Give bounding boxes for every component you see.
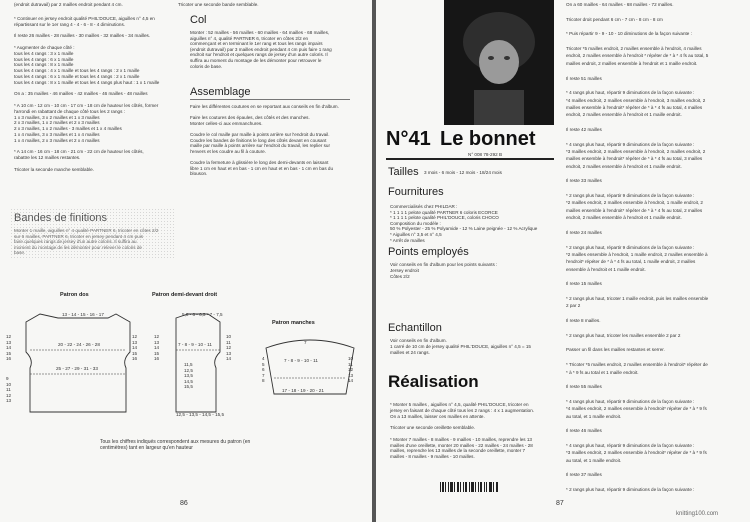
text-line: On a 13 mailles, laisser ces mailles en attente. (390, 413, 485, 419)
manches-mid-measure: 7 - 8 - 9 - 10 - 11 (284, 358, 318, 363)
text-line: au total, et 1 maille endroit. (566, 457, 622, 463)
text-line: tous les 4 rangs : 3 x 1 maille (14, 50, 74, 56)
manches-bottom-measure: 17 - 18 - 19 - 20 - 21 (282, 388, 324, 393)
text-line: 2 par 2 (566, 303, 581, 309)
text-line: tous les 4 rangs : 8 x 1 maille et tous les 4 rangs plus haut : 1 x 1 maille (14, 79, 160, 85)
baby-portrait-image (444, 0, 554, 125)
patron-dos-title: Patron dos (60, 292, 89, 298)
text-line: blouson. (190, 171, 208, 177)
text-line: Voir conseils en fin d'album. (390, 338, 447, 343)
text-line: Voir conseils en fin d'album pour les points suivants : (390, 262, 498, 267)
right-page (376, 0, 750, 522)
text-line: * Aiguilles n° 3,5 et n° 4,5 (390, 232, 442, 237)
text-line: coloris de base. (190, 63, 223, 69)
demi-top-measure: 5,5 - 6 - 6,5 - 7 - 7,5 (182, 312, 223, 317)
text-line: * 2 rangs plus haut, tricoter 1 maille endroit, puis les mailles ensemble (566, 296, 709, 301)
text-line: rabattre les 12 mailles restantes. (14, 155, 81, 161)
text-line: * 2 rangs plus haut, répartir 9 diminutions de la façon suivante : (566, 193, 695, 199)
text-line: 2 x 3 mailles, 1 x 2 mailles - 3 mailles et 1 x 4 mailles (14, 126, 122, 132)
manches-top-measure: 7 (304, 340, 307, 345)
text-line: Composition du modèle : (390, 220, 441, 226)
text-line: 2 x 3 mailles, 1 x 2 mailles et 2 x 3 mailles (14, 120, 100, 126)
realisation-title: Réalisation (388, 372, 479, 391)
text-line: 11 (6, 387, 11, 393)
text-line: jersey en faisant de chaque côté tous les 2 rangs : 4 x 1 augmentation. (390, 407, 535, 413)
text-line: * 1 1 1 1 pelote qualité PHIL'DOUCE, coloris CHOCO (390, 215, 499, 221)
text-line: Tricoter une seconde oreillette semblable. (390, 425, 476, 431)
text-line: Côtes 2/2 (390, 273, 410, 279)
tailles-title: Tailles (388, 166, 419, 178)
text-line: Passer un fil dans les mailles restantes et serrer. (566, 347, 665, 353)
text-line: endroit, 2 mailles ensemble à l'endroit et 1 maille endroit. (566, 112, 682, 118)
text-line: * Arrêt de mailles (390, 237, 425, 243)
text-line: 13 (348, 372, 354, 378)
text-line: 14 (6, 345, 12, 351)
text-line: Jersey endroit (390, 267, 419, 273)
text-line: l'endroit* répéter de * à * 4 fs au total, 1 maille endroit, 2 mailles (566, 259, 696, 265)
text-line: Coudre le col maille par maille à points arrière sur l'endroit du travail. (190, 132, 330, 137)
echantillon-title: Echantillon (388, 322, 442, 334)
text-line: Il reste 46 mailles (566, 428, 602, 434)
text-line: Il reste 55 mailles (566, 384, 602, 390)
text-line: * 2 rangs plus haut, tricoter les mailles ensemble 2 par 2 (566, 332, 681, 338)
col-title: Col (190, 14, 207, 26)
assemblage-title: Assemblage (190, 86, 251, 98)
demi-bottom-measure: 12,5 - 13,5 - 14,5 - 15,5 (176, 412, 225, 417)
text-line: Il reste 42 mailles (566, 126, 602, 132)
text-line: Il reste 26 mailles - 28 mailles - 30 mailles - 32 mailles - 34 mailles. (14, 33, 151, 39)
text-line: 5 (262, 361, 265, 367)
text-line: 10 (6, 381, 12, 387)
patron-demi-diagram (168, 312, 248, 422)
top-line: (endroit dutravail) par 2 mailles endroit pendant 4 cm. (14, 2, 123, 7)
baby-hat-photo (444, 0, 554, 125)
text-line: 12 (6, 392, 12, 398)
text-line: 16 (132, 356, 138, 362)
text-line: * Augmenter de chaque côté : (14, 45, 75, 50)
text-line: Il reste 37 mailles (566, 472, 602, 478)
text-line: Tous les chiffres indiqués correspondent aux mesures du patron (en (100, 439, 251, 445)
text-line: tous les 4 rangs : 4 x 1 maille et tous les 4 rangs : 2 x 1 maille (14, 68, 140, 74)
pattern-number: N°41 (386, 128, 431, 150)
text-line: 13 (6, 398, 12, 404)
text-line: mailles ensemble à l'endroit* répéter de * à * 4 fs au total, 3 mailles (566, 156, 703, 162)
text-line: * 4 rangs plus haut, répartir 9 diminutions de la façon suivante : (566, 443, 695, 448)
text-line: * Monter 5 mailles , aiguilles n° 4,5, qualité PHIL'DOUCE, tricoter en (390, 402, 529, 407)
text-line: Commercialisés chez PHILDAR : (390, 204, 458, 209)
text-line: base. (14, 250, 26, 256)
text-line: suffira au moment du montage de les démonter pour retrouver le (190, 58, 322, 63)
text-line: mailles ensemble à l'endroit* répéter de * à * 4 fs au total, 2 mailles (566, 207, 703, 213)
text-line: Tricoter droit pendant 6 cm - 7 cm - 8 cm - 8 cm (566, 16, 663, 22)
points-title: Points employés (388, 246, 469, 258)
text-line: 9 (6, 376, 9, 381)
bands-title: Bandes de finitions (14, 212, 107, 224)
text-line: * Puis répartir 9 - 9 - 10 - 10 diminutions de la façon suivante : (566, 31, 692, 37)
text-line: endroit sur l'endroit et quelques rangs de jersey d'un autre coloris. Il (190, 52, 328, 58)
text-line: 1 x 3 mailles, 3 x 2 mailles et 1 x 3 mailles (14, 114, 100, 120)
text-line: 50 % Polyester - 25 % Polyamide - 12 % Laine peignée - 12 % Acrylique (390, 226, 538, 232)
text-line: *3 mailles endroit, 2 mailles ensemble à l'endroit, 2 mailles endroit, 2 (566, 149, 706, 154)
text-line: Monter celles-ci aux emmanchures. (190, 120, 263, 126)
patron-demi-title: Patron demi-devant droit (152, 292, 218, 298)
text-line: 14 (132, 345, 138, 351)
text-line: Tricoter *5 mailles endroit, 2 mailles ensemble à l'endroit, 4 mailles (566, 46, 702, 52)
text-line: 15 (6, 350, 12, 356)
text-line: *3 mailles endroit, 2 mailles ensemble à l'endroit* répéter de * à * 9 fs (566, 450, 707, 456)
text-line: tous les 4 rangs : 6 x 1 maille et tous les 4 rangs : 2 x 1 maille (14, 74, 140, 79)
text-line: Coudre les bandes de finitions le long des côtés devant en cousant (190, 137, 327, 143)
text-line: 11,5 (184, 362, 193, 367)
text-line: mailles endroit, 2 mailles ensemble à l'endroit et 1 maille endroit. (566, 60, 698, 66)
text-line: Il reste 8 mailles. (566, 318, 601, 324)
text-line: 12 (348, 367, 354, 373)
mid-top-line: Tricoter une seconde bande semblable. (178, 2, 259, 7)
text-line: endroit, 2 mailles ensemble à l'endroit et 1 maille endroit. (566, 163, 682, 169)
text-line: sur 6 mailles, PARTNER 6, tricoter en jersey pendant 4 cm puis (14, 233, 144, 239)
text-line: moment du montage de les démonter pour relever le coloris de (14, 244, 142, 250)
text-line: * 4 rangs plus haut, répartir 9 diminutions de la façon suivante : (566, 90, 695, 96)
reference-number: N° 008 78-292 B (468, 152, 503, 157)
text-line: 16 (154, 356, 160, 362)
text-line: 15 (132, 350, 138, 356)
dos-bottom-measure: 25 - 27 - 29 - 31 - 33 (56, 366, 98, 371)
text-line: centimètres) tant en largeur qu'en hauteur (100, 445, 193, 451)
text-line: répartissant sur le 1er rang 4 - 4 - 6 - 8 - 4 diminutions. (14, 21, 126, 27)
text-line: Monter : 52 mailles - 56 mailles - 60 mailles - 64 mailles - 68 mailles, (190, 30, 330, 35)
text-line: 12 (6, 334, 12, 339)
text-line: faire quelques rangs de jersey d'un autre coloris. Il suffira au (14, 239, 137, 245)
text-line: 6 (262, 367, 265, 373)
patron-manches-title: Patron manches (272, 320, 315, 326)
text-line: 12 (132, 334, 138, 339)
tailles-values: 3 mois - 6 mois - 12 mois - 18/24 mois (424, 170, 502, 175)
watermark: knitting100.com (676, 511, 719, 517)
text-line: 12 (226, 345, 232, 351)
text-line: * 2 rangs plus haut, répartir 9 diminutions de la façon suivante : (566, 244, 695, 250)
text-line: 13 (132, 339, 138, 345)
text-line: au total, et 1 maille endroit. (566, 413, 622, 419)
text-line: *2 mailles endroit, 2 mailles ensemble à l'endroit, 1 maille endroit, 2 (566, 200, 703, 206)
text-line: 12 (154, 334, 160, 339)
text-line: 12,5 (184, 367, 193, 373)
text-line: l'arrondi en rabattant de chaque côté tous les 2 rangs : (14, 108, 125, 114)
text-line: Il reste 33 mailles (566, 178, 602, 184)
text-line: mailles ensemble à l'endroit* répéter de * à * 4 fs au total, 4 mailles (566, 104, 703, 110)
text-line: 1 x 4 mailles, 2 x 3 mailles et 2 x 4 mailles (14, 137, 100, 143)
text-line: 16 (6, 356, 12, 362)
text-line: Monter 1 maille, aiguilles n° 4 qualité PARTNER 6, tricoter en côtes 2/2 (14, 228, 159, 233)
text-line: 13 (6, 339, 12, 345)
text-line: * Monter 7 mailles - 8 mailles - 9 mailles - 10 mailles, reprendre les 13 (390, 436, 532, 442)
text-line: Il reste 24 mailles (566, 229, 602, 235)
text-line: 10 (226, 334, 232, 339)
barcode (440, 482, 500, 492)
text-line: 8 (262, 378, 265, 384)
text-line: Faire les coutures des épaules, des côtés et des manches. (190, 115, 310, 121)
text-line: aiguilles n° 4, qualité PARTNER 6, tricoter en côtes 2/2 en (190, 35, 309, 41)
text-line: *2 mailles ensemble à l'endroit, 1 maille endroit, 2 mailles ensemble à (566, 251, 708, 257)
text-line: 11 (226, 339, 231, 345)
text-line: mailles, reprendre les 13 mailles de la seconde oreillette, monter 7 (390, 448, 526, 454)
text-line: tous les 4 rangs : 8 x 1 maille (14, 62, 74, 68)
fournitures-title: Fournitures (388, 186, 444, 198)
text-line: maille par maille à points arrière sur l'endroit du travail, les replier sur (190, 143, 331, 149)
text-line: * 1 1 1 1 pelote qualité PARTNER 6 coloris ECORCE (390, 209, 498, 215)
dos-top-measure: 13 - 14 - 15 - 16 - 17 (62, 312, 104, 317)
text-line: endroit, 2 mailles ensemble à l'endroit * répéter de * à * 4 fs au total, 5 (566, 53, 709, 59)
text-line: 15,5 (184, 384, 193, 390)
text-line: tous les 4 rangs : 6 x 1 maille (14, 56, 74, 62)
text-line: 14,5 (184, 378, 193, 384)
text-line: On a 60 mailles - 64 mailles - 68 mailles - 72 mailles. (566, 2, 674, 7)
text-line: 1 x 4 mailles, 3 x 3 mailles et 1 x 4 mailles (14, 132, 100, 137)
text-line: On a : 35 mailles - 46 mailles - 42 mailles - 46 mailles - 48 mailles (14, 91, 148, 97)
text-line: ensemble à l'endroit et 1 maille endroit. (566, 266, 646, 272)
text-line: mailles et 24 rangs. (390, 349, 430, 355)
text-line: * 2 rangs plus haut, répartir 9 diminutions de la façon suivante : (566, 487, 695, 493)
text-line: Faire les différentes coutures en se reportant aux conseils en fin d'album. (190, 104, 339, 109)
demi-mid-measure: 7 - 8 - 9 - 10 - 11 (178, 342, 212, 347)
text-line: Il reste 51 mailles (566, 75, 602, 81)
text-line: * Continuer en jersey endroit qualité PHIL'DOUCE, aiguilles n° 4,5 en (14, 16, 155, 21)
text-line: * A 14 cm - 16 cm - 18 cm - 21 cm - 22 cm de hauteur les côtés, (14, 149, 144, 155)
text-line: mailles - 8 mailles - 9 mailles - 10 mailles. (390, 454, 475, 460)
text-line: * 4 rangs plus haut, répartir 9 diminutions de la façon suivante : (566, 141, 695, 147)
text-line: 14 (226, 356, 232, 362)
text-line: (endroit dutravail) par 3 mailles endroit pendant 4 cm puis faire 1 rang (190, 46, 332, 52)
text-line: 15 (154, 350, 160, 356)
dos-mid-measure: 20 - 22 - 24 - 26 - 28 (58, 342, 100, 347)
text-line: * Tricoter *5 mailles endroit, 2 mailles ensemble à l'endroit* répéter de (566, 362, 708, 368)
divider (190, 99, 350, 100)
text-line: l'envers et les coudre au fil à couture. (190, 148, 266, 154)
text-line: 1 carré de 10 cm de jersey qualité PHIL'DOUCE, aiguilles n° 4,5 = 15 (390, 343, 531, 349)
left-page (0, 0, 372, 522)
text-line: libre 1 cm en haut et en bas - 1 cm en haut et en bas - 1 cm en bas du (190, 165, 333, 171)
text-line: 13 (226, 350, 232, 356)
text-line: 10 (348, 356, 354, 361)
text-line: 11 (348, 361, 353, 367)
text-line: *4 mailles endroit, 2 mailles ensemble à l'endroit, 3 mailles endroit, 2 (566, 97, 706, 103)
text-line: 7 (262, 372, 265, 378)
pattern-title: Le bonnet (440, 128, 536, 150)
text-line: Il reste 15 mailles (566, 281, 602, 287)
text-line: 14 (348, 378, 354, 384)
text-line: 13,5 (184, 373, 193, 379)
text-line: Coudre la fermeture à glissière le long des demi-devants en laissant (190, 160, 329, 165)
page-number-left: 86 (180, 500, 188, 507)
text-line: * à * 9 fs au total et 1 maille endroit. (566, 369, 639, 375)
text-line: *4 mailles endroit, 2 mailles ensemble à l'endroit* répéter de * à * 9 fs (566, 406, 707, 412)
text-line: 14 (154, 345, 160, 351)
text-line: * 4 rangs plus haut, répartir 9 diminutions de la façon suivante : (566, 398, 695, 404)
text-line: commençant et en terminant le 1er rang et tous les rangs impairs (190, 41, 323, 47)
text-line: mailles d'une oreillette, monter 20 mailles - 22 mailles - 24 mailles - 28 (390, 442, 533, 448)
text-line: endroit, 2 mailles ensemble à l'endroit et 1 maille endroit. (566, 215, 682, 221)
text-line: * A 10 cm - 12 cm - 10 cm - 17 cm - 18 cm de hauteur les côtés, former (14, 103, 159, 108)
text-line: 13 (154, 339, 160, 345)
page-number-right: 87 (556, 500, 564, 507)
title-underline (386, 158, 554, 160)
text-line: Tricoter la seconde manche semblable. (14, 166, 95, 172)
text-line: 4 (262, 356, 265, 361)
